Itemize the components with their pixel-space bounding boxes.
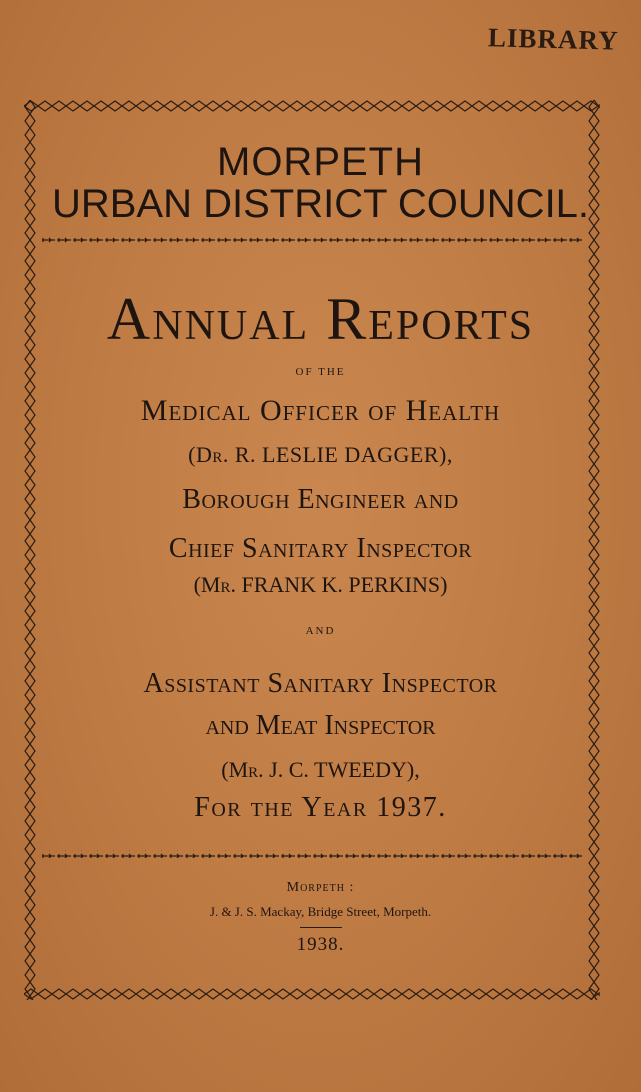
- medical-officer-title: Medical Officer of Health: [140, 394, 501, 427]
- main-title: Annual Reports: [106, 286, 535, 352]
- meat-inspector-title: and Meat Inspector: [205, 710, 436, 741]
- borough-engineer-title: Borough Engineer and: [182, 484, 459, 515]
- assistant-inspector-title: Assistant Sanitary Inspector: [143, 668, 498, 699]
- chief-inspector-name: (Mr. FRANK K. PERKINS): [193, 572, 448, 597]
- chief-inspector-title: Chief Sanitary Inspector: [168, 533, 473, 564]
- medical-officer-name: (Dr. R. LESLIE DAGGER),: [188, 442, 453, 467]
- meat-inspector-name: (Mr. J. C. TWEEDY),: [221, 757, 420, 782]
- print-year: 1938.: [296, 934, 345, 955]
- and-label: AND: [305, 625, 336, 637]
- of-the-label: OF THE: [295, 366, 346, 378]
- council-line-2: URBAN DISTRICT COUNCIL.: [51, 182, 590, 226]
- report-year: For the Year 1937.: [194, 792, 447, 823]
- council-line-1: MORPETH: [217, 140, 424, 184]
- printer-place: Morpeth :: [286, 880, 355, 895]
- divider: [300, 927, 342, 928]
- printer-name: J. & J. S. Mackay, Bridge Street, Morpeth.: [209, 904, 432, 919]
- library-stamp: LIBRARY: [488, 22, 620, 56]
